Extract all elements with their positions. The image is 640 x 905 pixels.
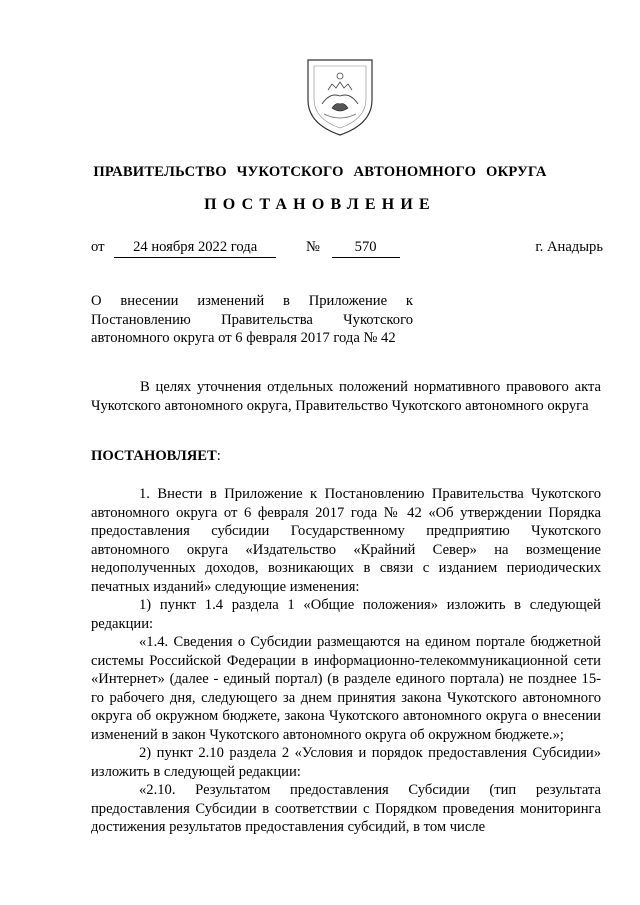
paragraph-1: 1. Внести в Приложение к Постановлению Правительства Чукотского автономного округа от 6 февраля 2017 года № 42 «Об утверждении Порядка предоставления субсидии Государственному предприятию Чукотского автономного округа «Издательство «Крайний Север» на возмещение недополученных доходов, возникающих в связи с изданием периодических печатных изданий» следующие изменения: (91, 486, 601, 595)
paragraph-5: «2.10. Результатом предоставления Субсидии (тип результата предоставления Субсидии в соответствии с Порядком проведения мониторинга достижения результатов предоставления субсидий, в том числе (91, 782, 601, 835)
paragraph-3: «1.4. Сведения о Субсидии размещаются на едином портале бюджетной системы Российской Федерации в информационно-телекоммуникационной сети «Интернет» (далее - единый портал) (в разделе единого портала) не позднее 15-го рабочего дня, следующего за днем принятия закона Чукотского автономного округа об окружном бюджете, закона Чукотского автономного округа о внесении изменений в закон Чукотского автономного округа об окружном бюджете.»; (91, 634, 601, 743)
number-line (306, 236, 400, 258)
government-title: ПРАВИТЕЛЬСТВО ЧУКОТСКОГО АВТОНОМНОГО ОКРУГА (93, 164, 547, 180)
decree-colon: : (216, 448, 221, 464)
decree-label: ПОСТАНОВЛЯЕТ (91, 448, 217, 464)
date-line (91, 236, 276, 258)
preamble-text: В целях уточнения отдельных положений нормативного правового акта Чукотского автономного округа, Правительство Чукотского автономного округа (91, 379, 601, 414)
document-date: 24 ноября 2022 года (114, 238, 276, 258)
preamble (91, 378, 601, 415)
paragraph-2: 1) пункт 1.4 раздела 1 «Общие положения» изложить в следующей редакции: (91, 597, 601, 632)
document-body (91, 485, 601, 837)
document-subject: О внесении изменений в Приложение к Постановлению Правительства Чукотского автономного округа от 6 февраля 2017 года № 42 (91, 293, 413, 346)
coat-of-arms-emblem (302, 56, 378, 138)
decree-heading (91, 448, 221, 465)
date-prefix: от (91, 239, 105, 255)
paragraph-4: 2) пункт 2.10 раздела 2 «Условия и порядок предоставления Субсидии» изложить в следующей редакции: (91, 745, 601, 780)
document-type-title: ПОСТАНОВЛЕНИЕ (204, 196, 436, 213)
number-sign: № (306, 239, 320, 255)
city-label: г. Анадырь (535, 239, 603, 255)
document-number: 570 (332, 238, 400, 258)
